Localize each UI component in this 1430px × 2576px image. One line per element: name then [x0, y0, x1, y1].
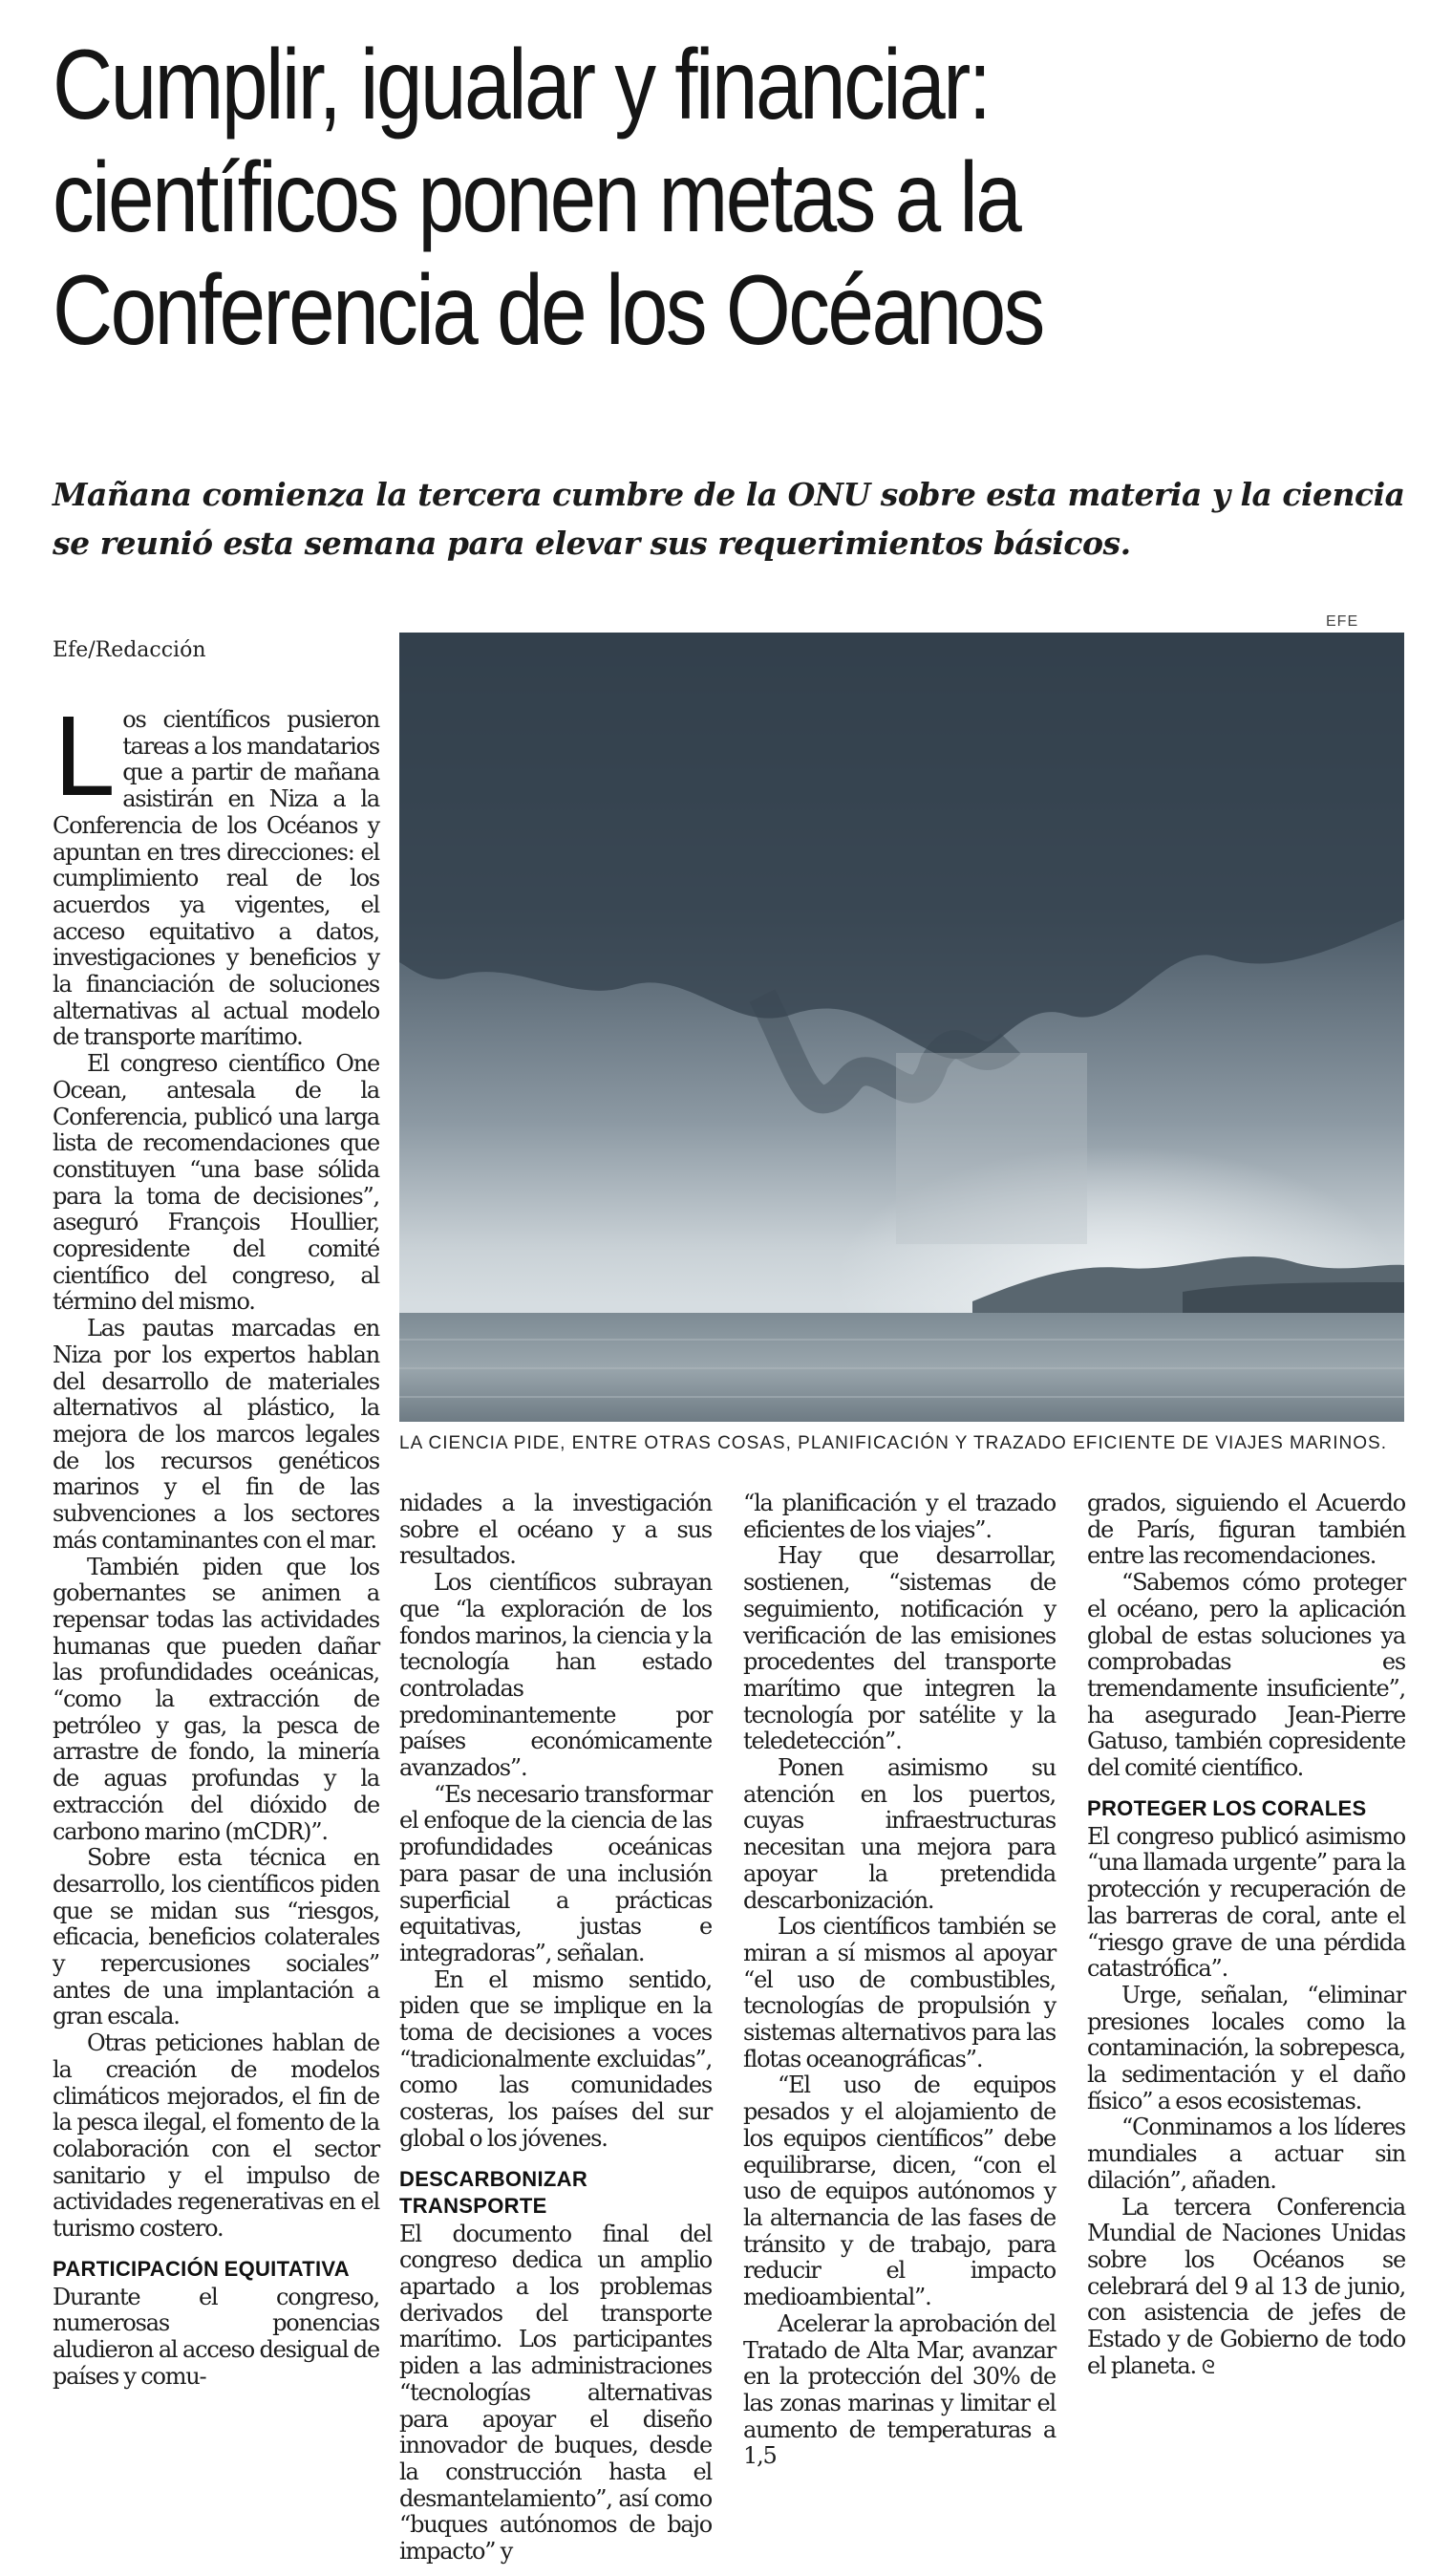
column-2 [399, 1491, 712, 2565]
section-heading: PROTEGER LOS CORALES [1087, 1795, 1367, 1820]
headline-line-3: Conferencia de los Océanos [53, 255, 1043, 366]
column-4 [1087, 1491, 1405, 2381]
end-mark-icon: ᘓ [1201, 2354, 1214, 2378]
paragraph-text: La tercera Conferencia Mundial de Naciones Unidas sobre los Océanos se celebrará del 9 al 13 de junio, con asistencia de jefes de Estado y de Gobierno de todo el planeta. [1087, 2193, 1405, 2379]
paragraph: grados, siguiendo el Acuerdo de París, figuran también entre las recomendaciones. [1087, 1490, 1405, 1570]
paragraph: El congreso científico One Ocean, antesala de la Conferencia, publicó una larga lista de recomendaciones que constituyen “una base sólida para la toma de decisiones”, aseguró François Houllier, copresidente del comité científico del congreso, al término del mismo. [53, 1050, 379, 1316]
paragraph: Los científicos también se miran a sí mismos al apoyar “el uso de combustibles, tecnologías de propulsión y sistemas alternativos para las flotas oceanográficas”. [743, 1913, 1056, 2072]
paragraph: También piden que los gobernantes se animen a repensar todas las actividades humanas que pueden dañar las profundidades oceánicas, “como la extracción de petróleo y gas, la pesca de arrastre de fondo, la minería de aguas profundas y la extracción del dióxido de carbono marino (mCDR)”. [53, 1553, 379, 1845]
column-3 [743, 1491, 1056, 2470]
paragraph: nidades a la investigación sobre el océano y a sus resultados. [399, 1490, 712, 1570]
headline-line-1: Cumplir, igualar y financiar: [53, 30, 990, 140]
section-heading: DESCARBONIZAR TRANSPORTE [399, 2166, 588, 2218]
section-heading: PARTICIPACIÓN EQUITATIVA [53, 2256, 350, 2281]
headline-line-2: científicos ponen metas a la [53, 142, 1020, 253]
paragraph: “la planificación y el trazado eficientes de los viajes”. [743, 1490, 1056, 1543]
byline: Efe/Redacción [53, 638, 206, 662]
column-1 [53, 697, 379, 2391]
paragraph: Sobre esta técnica en desarrollo, los científicos piden que se midan sus “riesgos, eficacia, beneficios colaterales y repercusiones sociales” antes de una implantación a gran escala. [53, 1844, 379, 2030]
intro-text: os científicos pusieron tareas a los mandatarios que a partir de mañana asistirán en Niza a la Conferencia de los Océanos y apuntan en tres direcciones: el cumplimiento real de los acuerdos ya vigentes, el acceso equitativo a datos, investigaciones y beneficios y la financiación de soluciones alternativas al actual modelo de transporte marítimo. [53, 706, 379, 1051]
paragraph: Ponen asimismo su atención en los puertos, cuyas infraestructuras necesitan una mejora para apoyar la pretendida descarbonización. [743, 1754, 1056, 1914]
subheadline: Mañana comienza la tercera cumbre de la ONU sobre esta materia y la ciencia se reunió esta semana para elevar sus requerimientos básicos. [53, 476, 1405, 562]
paragraph: Las pautas marcadas en Niza por los expertos hablan del desarrollo de materiales alternativos al plástico, la mejora de los marcos legales de los recursos genéticos marinos y el fin de las subvenciones a los sectores más contaminantes con el mar. [53, 1315, 379, 1554]
photo-credit: EFE [1326, 613, 1359, 630]
intro-paragraph [53, 697, 379, 1051]
headline [53, 29, 1184, 367]
paragraph: Los científicos subrayan que “la exploración de los fondos marinos, la ciencia y la tecnología han estado controladas predominantemente por países económicamente avanzados”. [399, 1569, 712, 1782]
paragraph: Otras peticiones hablan de la creación de modelos climáticos mejorados, el fin de la pesca ilegal, el fomento de la colaboración con el sector sanitario y el impulso de actividades regenerativas en el turismo costero. [53, 2029, 379, 2243]
paragraph: Hay que desarrollar, sostienen, “sistemas de seguimiento, notificación y verificación de las emisiones procedentes del transporte marítimo que integren la tecnología por satélite y la teledetección”. [743, 1542, 1056, 1755]
paragraph: “Es necesario transformar el enfoque de la ciencia de las profundidades oceánicas para pasar de una inclusión superficial a prácticas equitativas, justas e integradoras”, señalan. [399, 1780, 712, 1966]
paragraph: El documento final del congreso dedica un amplio apartado a los problemas derivados del transporte marítimo. Los participantes piden a las administraciones “tecnologías alternativas para apoyar el diseño innovador de buques, desde la construcción hasta el desmantelamiento”, así como “buques autónomos de bajo impacto” y [399, 2220, 712, 2565]
paragraph: “Sabemos cómo proteger el océano, pero la aplicación global de estas soluciones ya comprobadas es tremendamente insuficiente”, ha asegurado Jean-Pierre Gatuso, también copresidente del comité científico. [1087, 1569, 1405, 1782]
paragraph: “Conminamos a los líderes mundiales a actuar sin dilación”, añaden. [1087, 2114, 1405, 2194]
storm-sea-photo [399, 633, 1404, 1422]
drop-cap: L [53, 697, 112, 821]
paragraph: Acelerar la aprobación del Tratado de Alta Mar, avanzar en la protección del 30% de las zonas marinas y limitar el aumento de temperaturas a 1,5 [743, 2309, 1056, 2470]
paragraph: Durante el congreso, numerosas ponencias aludieron al acceso desigual de países y comu- [53, 2283, 379, 2390]
photo-caption: LA CIENCIA PIDE, ENTRE OTRAS COSAS, PLANIFICACIÓN Y TRAZADO EFICIENTE DE VIAJES MARINOS. [399, 1433, 1387, 1453]
paragraph: Urge, señalan, “eliminar presiones locales como la contaminación, la sobrepesca, la sedimentación y el daño físico” a esos ecosistemas. [1087, 1981, 1405, 2114]
paragraph: “El uso de equipos pesados y el alojamiento de los equipos científicos” debe equilibrarse, dicen, “con el uso de equipos autónomos y la alternancia de las fases de tránsito y de trabajo, para reducir el impacto medioambiental”. [743, 2072, 1056, 2311]
storm-sea-image [399, 633, 1404, 1422]
final-paragraph [1087, 2195, 1405, 2381]
paragraph: El congreso publicó asimismo “una llamada urgente” para la protección y recuperación de las barreras de coral, ante el “riesgo grave de una pérdida catastrófica”. [1087, 1822, 1405, 1983]
paragraph: En el mismo sentido, piden que se implique en la toma de decisiones a voces “tradicionalmente excluidas”, como las comunidades costeras, los países del sur global o los jóvenes. [399, 1965, 712, 2152]
